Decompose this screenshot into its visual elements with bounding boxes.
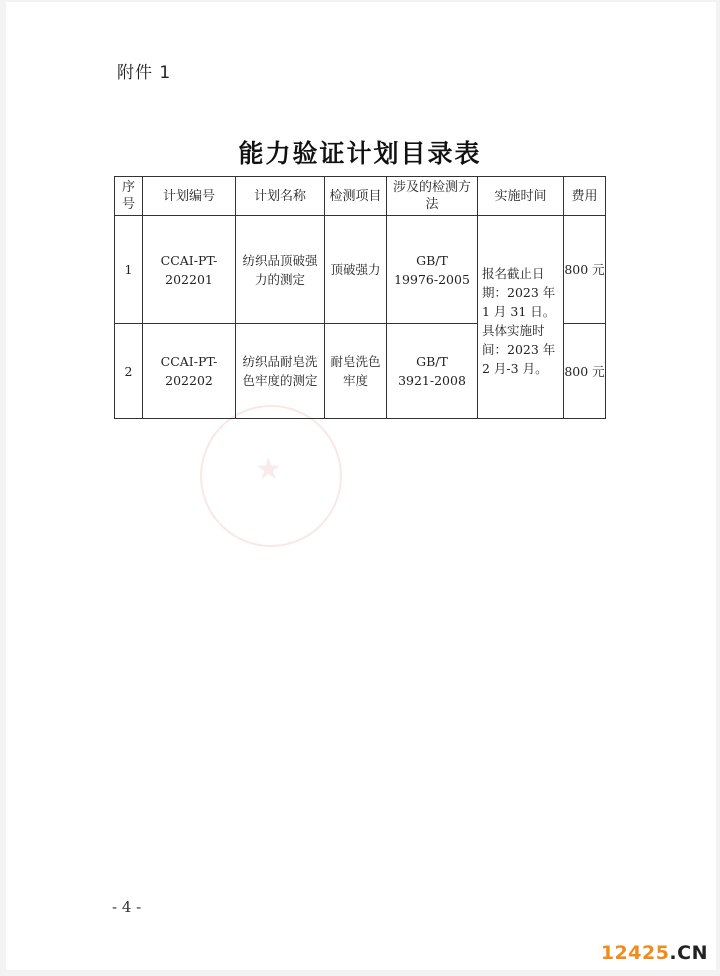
header-cell: 检测项目 bbox=[325, 177, 387, 216]
implementation-time: 报名截止日期：2023 年 1 月 31 日。具体实施时间：2023 年 2 月-3 月。 bbox=[478, 216, 564, 419]
row-number: 1 bbox=[115, 216, 143, 324]
test-item: 耐皂洗色牢度 bbox=[325, 324, 387, 419]
header-cell: 计划名称 bbox=[236, 177, 325, 216]
header-cell: 实施时间 bbox=[478, 177, 564, 216]
attachment-label: 附件 1 bbox=[117, 63, 172, 83]
fee: 800 元 bbox=[564, 216, 606, 324]
plan-table bbox=[114, 176, 606, 419]
fee: 800 元 bbox=[564, 324, 606, 419]
watermark-number: 12425 bbox=[600, 942, 670, 964]
test-method: GB/T 19976-2005 bbox=[387, 216, 478, 324]
watermark-suffix: .CN bbox=[669, 942, 708, 964]
document-title: 能力验证计划目录表 bbox=[238, 139, 482, 168]
header-cell: 计划编号 bbox=[143, 177, 236, 216]
header-cell: 序号 bbox=[115, 177, 143, 216]
faded-seal-star: ★ bbox=[255, 452, 282, 487]
plan-name: 纺织品顶破强力的测定 bbox=[236, 216, 325, 324]
plan-name: 纺织品耐皂洗色牢度的测定 bbox=[236, 324, 325, 419]
table-row bbox=[115, 216, 606, 324]
plan-code: CCAI-PT-202201 bbox=[143, 216, 236, 324]
test-item: 顶破强力 bbox=[325, 216, 387, 324]
plan-code: CCAI-PT-202202 bbox=[143, 324, 236, 419]
row-number: 2 bbox=[115, 324, 143, 419]
table-header-row bbox=[115, 177, 606, 216]
header-cell: 费用 bbox=[564, 177, 606, 216]
site-watermark bbox=[601, 942, 708, 964]
header-cell: 涉及的检测方法 bbox=[387, 177, 478, 216]
page-number: - 4 - bbox=[112, 898, 142, 916]
test-method: GB/T 3921-2008 bbox=[387, 324, 478, 419]
